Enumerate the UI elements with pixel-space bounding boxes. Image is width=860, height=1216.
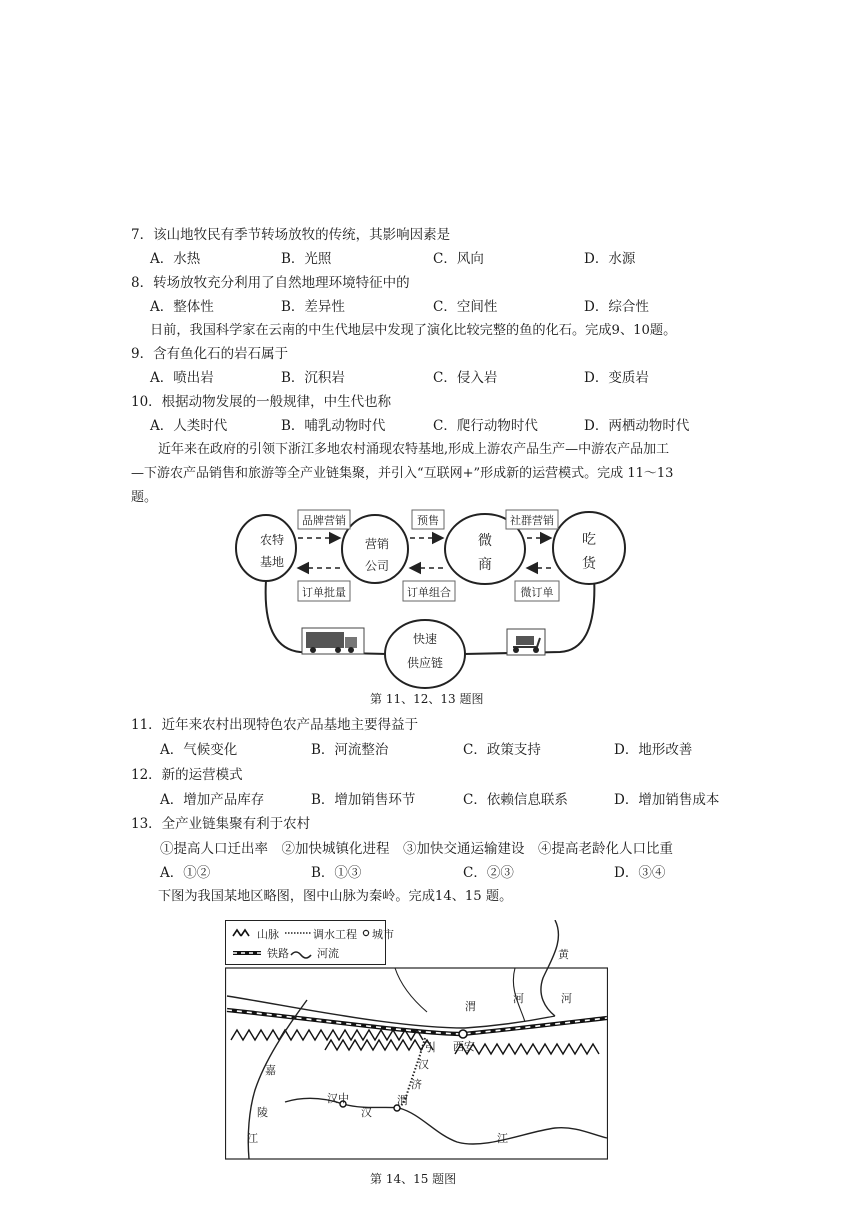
label-yin: 引: [425, 1041, 436, 1054]
q12-option-b[interactable]: B．增加销售环节: [311, 792, 416, 808]
intro-11-13-line3: 题。: [131, 490, 158, 505]
q11-option-a[interactable]: A．气候变化: [160, 742, 238, 758]
legend-mountain: 山脉: [257, 928, 279, 941]
q13-stem: 13．全产业链集聚有利于农村: [131, 816, 311, 832]
q8-option-b[interactable]: B．差异性: [281, 299, 345, 315]
label-bulk: 订单批量: [302, 586, 346, 599]
label-hanzhong: 汉中: [327, 1092, 349, 1105]
q7-option-a[interactable]: A．水热: [150, 251, 201, 267]
scooter-icon: [507, 629, 545, 655]
figure1-caption: 第 11、12、13 题图: [370, 692, 484, 706]
legend-diversion: 调水工程: [313, 928, 357, 941]
q9-option-b[interactable]: B．沉积岩: [281, 370, 345, 386]
q10-stem: 10．根据动物发展的一般规律，中生代也称: [131, 394, 392, 410]
truck-icon: [302, 628, 364, 654]
label-wei-2: 渭: [397, 1094, 408, 1107]
label-jia: 嘉: [265, 1064, 276, 1077]
q7-option-c[interactable]: C．风向: [433, 251, 484, 267]
q13-option-d[interactable]: D．③④: [614, 865, 666, 881]
q9-option-c[interactable]: C．侵入岩: [433, 370, 498, 386]
q8-option-a[interactable]: A．整体性: [150, 299, 214, 315]
node-foodie-text-1: 吃: [582, 532, 596, 548]
intro-9-10: 日前，我国科学家在云南的中生代地层中发现了演化比较完整的鱼的化石。完成9、10题。: [150, 323, 677, 338]
label-combine: 订单组合: [407, 586, 451, 599]
label-huang: 黄: [558, 948, 569, 961]
q8-stem: 8．转场放牧充分利用了自然地理环境特征中的: [131, 275, 410, 291]
q9-option-d[interactable]: D．变质岩: [584, 370, 649, 386]
legend-city-icon: [363, 930, 368, 935]
q10-option-b[interactable]: B．哺乳动物时代: [281, 418, 386, 434]
q7-option-d[interactable]: D．水源: [584, 251, 636, 267]
q9-stem: 9．含有鱼化石的岩石属于: [131, 346, 289, 362]
label-jiang-1: 江: [247, 1132, 258, 1145]
label-brand: 品牌营销: [302, 514, 346, 527]
legend-railway: 铁路: [267, 947, 289, 960]
legend-city: 城市: [372, 928, 394, 941]
label-han-horizontal: 汉: [361, 1106, 372, 1119]
intro-11-13-line2: —下游农产品销售和旅游等全产业链集聚，并引入“互联网+”形成新的运营模式。完成 11～13: [131, 466, 674, 481]
node-micro-text-2: 商: [478, 557, 492, 573]
label-wei: 渭: [465, 1000, 476, 1013]
node-supply: [385, 620, 465, 688]
q13-statements: ①提高人口迁出率 ②加快城镇化进程 ③加快交通运输建设 ④提高老龄化人口比重: [160, 841, 673, 857]
q12-option-c[interactable]: C．依赖信息联系: [463, 792, 568, 808]
label-jiang-2: 江: [497, 1132, 508, 1145]
label-wei-he: 河: [513, 992, 524, 1005]
qinling-map: [225, 920, 608, 1160]
label-micro-order: 微订单: [520, 586, 554, 599]
label-han-vertical: 汉: [418, 1058, 429, 1071]
q13-option-b[interactable]: B．①③: [311, 865, 362, 881]
intro-11-13-line1: 近年来在政府的引领下浙江多地农村涌现农特基地,形成上游农产品生产—中游农产品加工: [158, 442, 670, 457]
label-xian: 西安: [453, 1040, 475, 1053]
node-foodie: [553, 512, 625, 584]
q9-option-a[interactable]: A．喷出岩: [150, 370, 214, 386]
node-supply-text-1: 快速: [412, 632, 438, 646]
q12-stem: 12．新的运营模式: [131, 767, 243, 783]
q10-option-d[interactable]: D．两栖动物时代: [584, 418, 690, 434]
figure2-caption: 第 14、15 题图: [370, 1172, 457, 1186]
map-frame: [226, 968, 608, 1159]
q8-option-c[interactable]: C．空间性: [433, 299, 498, 315]
q12-option-a[interactable]: A．增加产品库存: [160, 792, 265, 808]
q13-option-c[interactable]: C．②③: [463, 865, 514, 881]
q11-option-c[interactable]: C．政策支持: [463, 742, 541, 758]
q12-option-d[interactable]: D．增加销售成本: [614, 792, 720, 808]
q8-option-d[interactable]: D．综合性: [584, 299, 649, 315]
q13-option-a[interactable]: A．①②: [160, 865, 211, 881]
xian-city-marker: [459, 1030, 467, 1038]
node-marketing-text-1: 营销: [364, 537, 390, 551]
label-huang-he: 河: [561, 992, 572, 1005]
node-base: [236, 515, 296, 581]
label-presale: 预售: [417, 514, 439, 527]
node-base-text-1: 农特: [259, 533, 285, 547]
q11-option-b[interactable]: B．河流整治: [311, 742, 389, 758]
node-base-text-2: 基地: [259, 555, 285, 569]
node-supply-text-2: 供应链: [406, 656, 444, 670]
label-ling: 陵: [257, 1106, 268, 1119]
node-marketing-text-2: 公司: [364, 559, 390, 573]
node-micro-text-1: 微: [478, 533, 492, 549]
q10-option-c[interactable]: C．爬行动物时代: [433, 418, 538, 434]
node-foodie-text-2: 货: [582, 556, 596, 572]
legend-river: 河流: [317, 947, 339, 960]
q10-option-a[interactable]: A．人类时代: [150, 418, 228, 434]
q11-stem: 11．近年来农村出现特色农产品基地主要得益于: [131, 717, 419, 733]
label-ji: 济: [411, 1078, 422, 1091]
intro-14-15: 下图为我国某地区略图，图中山脉为秦岭。完成14、15 题。: [158, 889, 513, 904]
label-community: 社群营销: [510, 514, 554, 527]
q7-option-b[interactable]: B．光照: [281, 251, 332, 267]
q7-stem: 7．该山地牧民有季节转场放牧的传统，其影响因素是: [131, 227, 451, 243]
q11-option-d[interactable]: D．地形改善: [614, 742, 693, 758]
